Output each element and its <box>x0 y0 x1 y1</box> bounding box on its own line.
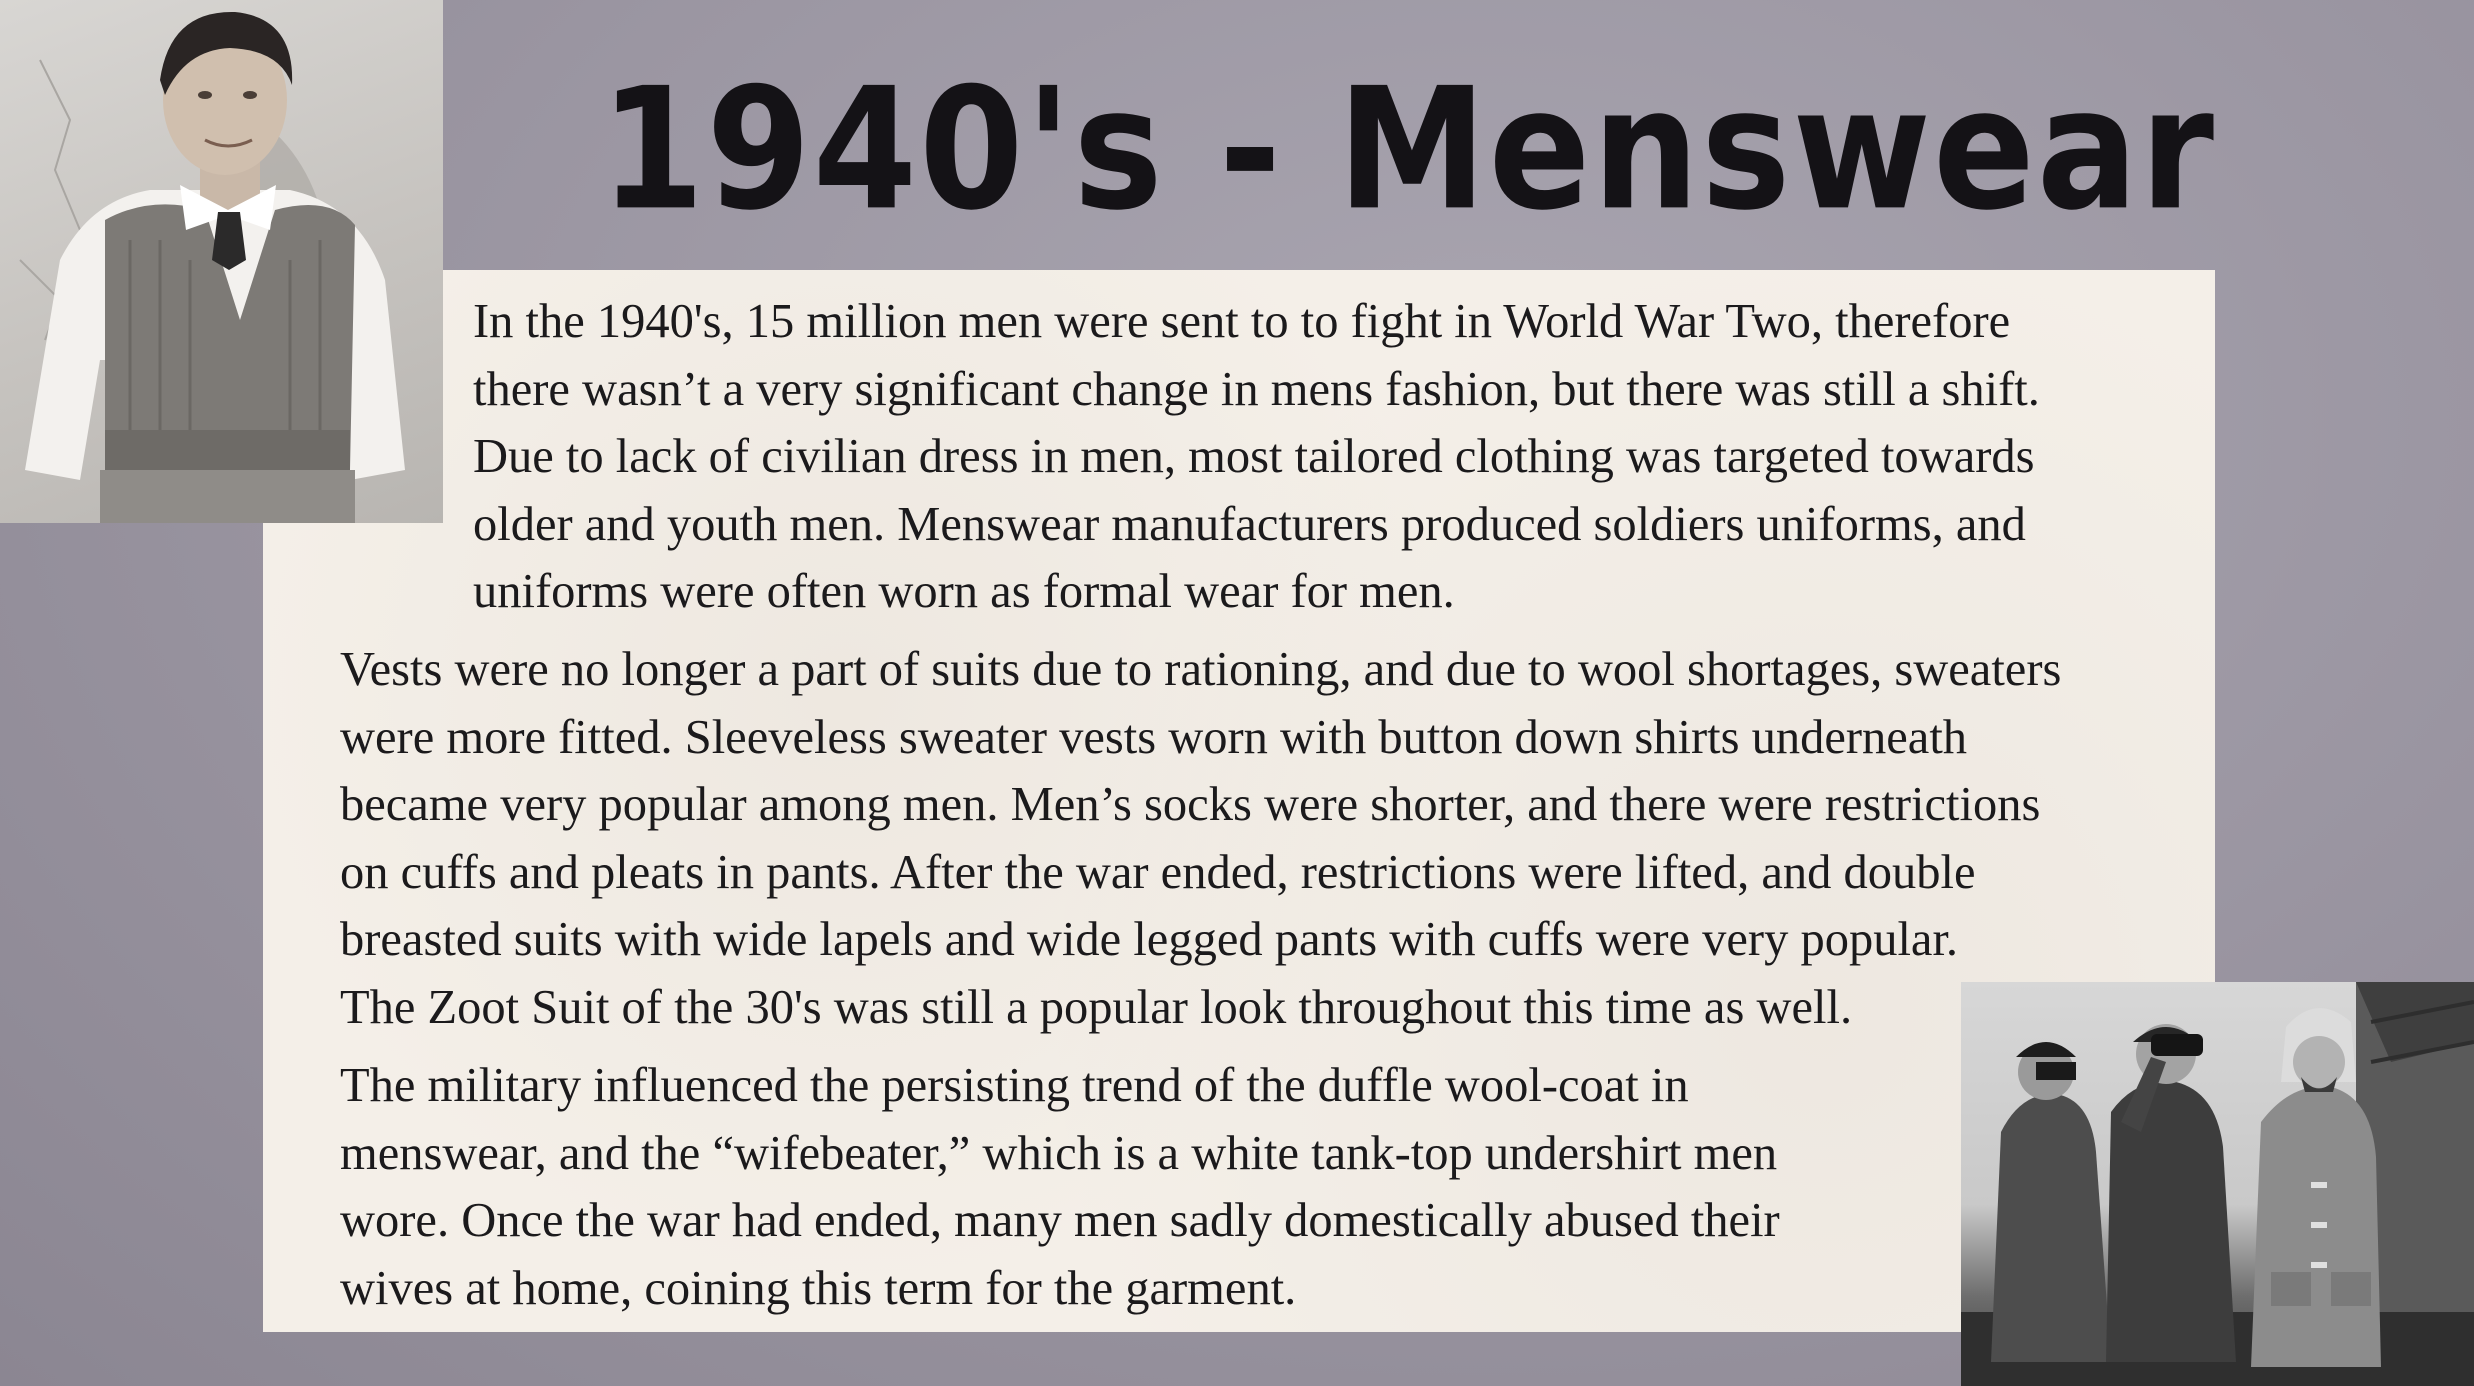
text-line: wives at home, coining this term for the garment. <box>340 1261 1297 1315</box>
text-line: became very popular among men. Men’s socks were shorter, and there were restrictions <box>340 778 2041 831</box>
man-in-sweater-vest-icon <box>0 0 443 523</box>
photo-men-in-duffle-coats <box>1961 982 2474 1386</box>
paragraph-military <box>340 1052 1780 1322</box>
text-line: were more fitted. Sleeveless sweater vests worn with button down shirts underneath <box>340 710 1968 764</box>
text-line: The military influenced the persisting trend of the duffle wool-coat in <box>340 1059 1689 1112</box>
men-in-duffle-coats-icon <box>1961 982 2474 1386</box>
text-line: on cuffs and pleats in pants. After the war ended, restrictions were lifted, and double <box>340 845 1976 899</box>
text-line: menswear, and the “wifebeater,” which is a white tank-top undershirt men <box>340 1126 1778 1180</box>
photo-man-in-sweater-vest <box>0 0 443 523</box>
slide-title: 1940's - Menswear <box>600 52 2216 248</box>
text-line: older and youth men. Menswear manufacturers produced soldiers uniforms, and <box>473 497 2026 551</box>
text-line: there wasn’t a very significant change in mens fashion, but there was still a shift. <box>473 362 2040 416</box>
paragraph-intro <box>473 288 2040 626</box>
text-line: Due to lack of civilian dress in men, most tailored clothing was targeted towards <box>473 430 2035 483</box>
text-line: wore. Once the war had ended, many men sadly domestically abused their <box>340 1194 1780 1247</box>
text-line: The Zoot Suit of the 30's was still a popular look throughout this time as well. <box>340 980 1853 1034</box>
text-line: uniforms were often worn as formal wear for men. <box>473 565 1455 618</box>
text-line: In the 1940's, 15 million men were sent to to fight in World War Two, therefore <box>473 295 2011 348</box>
text-line: breasted suits with wide lapels and wide legged pants with cuffs were very popular. <box>340 913 1959 966</box>
paragraph-vests <box>340 636 2061 1041</box>
text-line: Vests were no longer a part of suits due to rationing, and due to wool shortages, sweaters <box>340 643 2062 696</box>
